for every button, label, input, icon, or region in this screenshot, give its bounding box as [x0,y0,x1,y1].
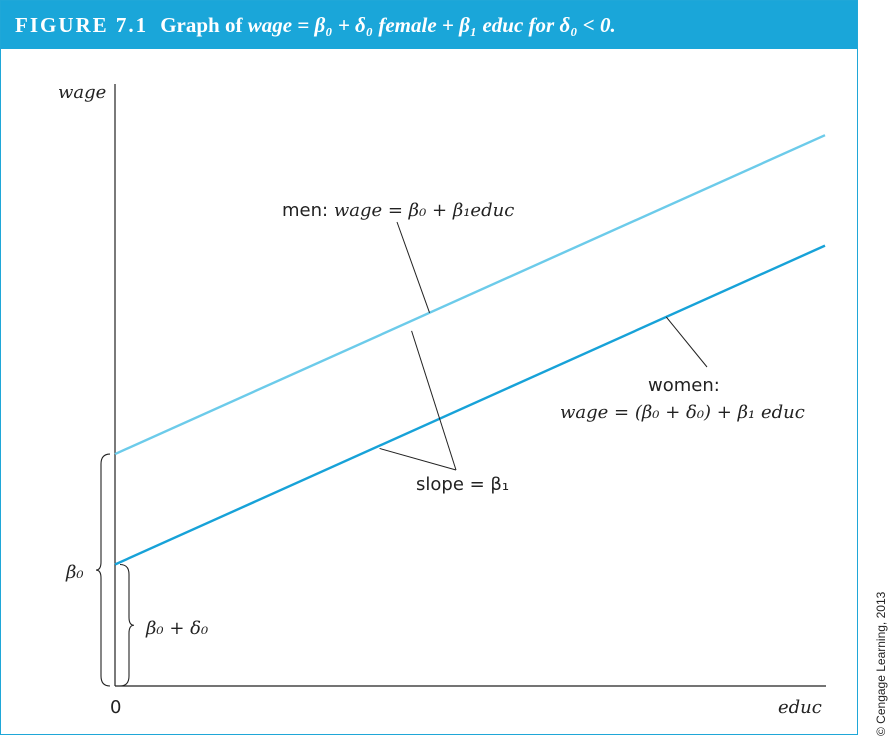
beta0-brace [96,454,110,686]
beta0-delta0-brace [120,564,134,686]
beta0-delta0-label: β₀ + δ₀ [146,618,209,639]
women-annotation-label: women: [648,375,720,396]
figure-title-equation: wage = β₀ + δ₀ female + β₁ educ for δ₀ < 0. [247,13,616,37]
beta0-label: β₀ [66,562,84,583]
x-tick-0: 0 [110,697,122,718]
women-pointer [666,317,707,367]
copyright-credit: © Cengage Learning, 2013 [874,591,888,736]
men-pointer [397,222,430,313]
slope-pointer-men [412,331,456,470]
figure-title-prefix: Graph of [160,13,243,37]
x-axis-label: educ [778,697,822,718]
y-axis-label: wage [58,82,107,103]
slope-annotation: slope = β₁ [416,474,510,495]
women-annotation-eq: wage = (β₀ + δ₀) + β₁ educ [560,402,805,423]
pointer-lines [380,222,707,470]
slope-pointer-women [380,448,456,470]
figure-label: FIGURE 7.1 [15,13,149,37]
men-annotation: men: wage = β₀ + β₁educ [282,200,515,221]
